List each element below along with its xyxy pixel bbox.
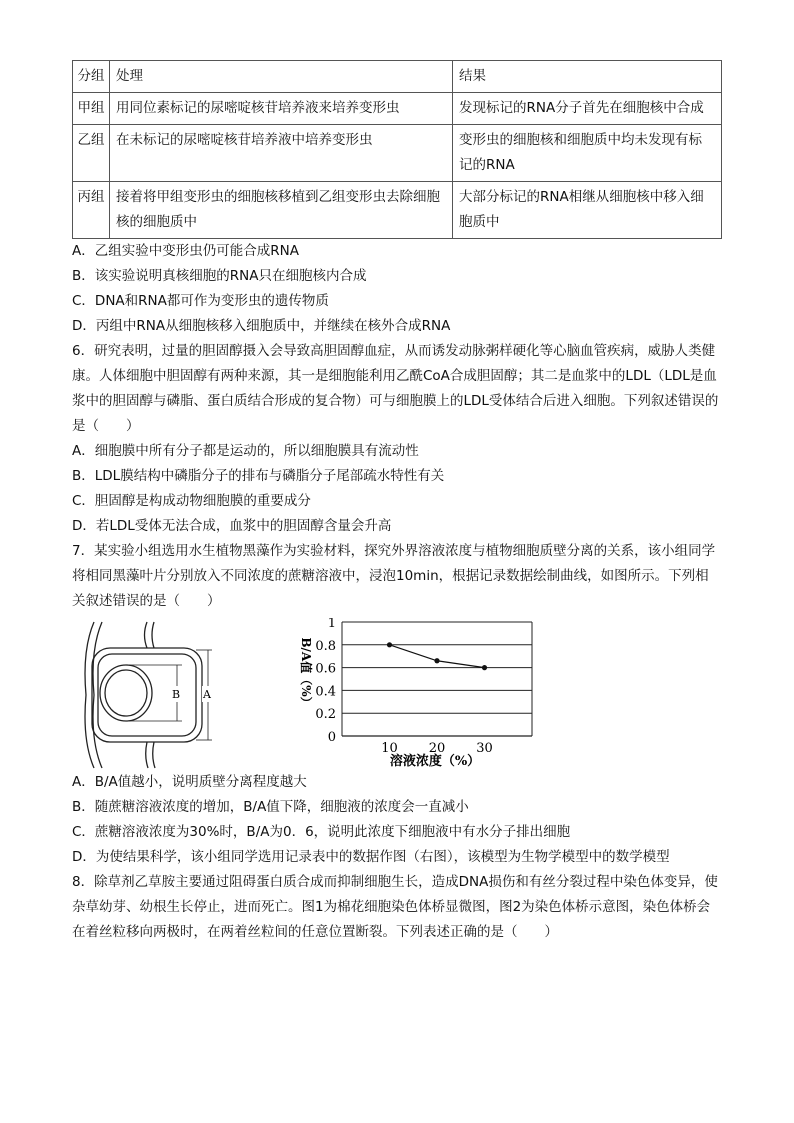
protoplast-outer bbox=[100, 665, 152, 721]
row-treatment: 用同位素标记的尿嘧啶核苷培养液来培养变形虫 bbox=[110, 93, 453, 125]
header-group: 分组 bbox=[73, 61, 110, 93]
y-tick-label: 1 bbox=[327, 618, 336, 631]
data-point bbox=[434, 658, 439, 663]
q6-option-c: C．胆固醇是构成动物细胞膜的重要成分 bbox=[72, 493, 311, 509]
q7-figures bbox=[72, 620, 722, 770]
q7-option-c: C．蔗糖溶液浓度为30%时，B/A为0．6，说明此浓度下细胞液中有水分子排出细胞 bbox=[72, 824, 571, 840]
ba-ratio-chart bbox=[282, 618, 552, 768]
row-group: 甲组 bbox=[73, 93, 110, 125]
q6-option-d: D．若LDL受体无法合成，血浆中的胆固醇含量会升高 bbox=[72, 518, 392, 534]
table-row bbox=[73, 93, 722, 125]
chart-grid bbox=[342, 622, 532, 736]
row-treatment: 在未标记的尿嘧啶核苷培养液中培养变形虫 bbox=[110, 125, 453, 182]
y-tick-label: 0 bbox=[327, 730, 336, 745]
row-result: 大部分标记的RNA相继从细胞核中移入细胞质中 bbox=[453, 182, 722, 239]
x-tick-label: 30 bbox=[476, 741, 493, 756]
row-result: 发现标记的RNA分子首先在细胞核中合成 bbox=[453, 93, 722, 125]
exam-page bbox=[72, 60, 722, 945]
y-tick-label: 0.2 bbox=[315, 707, 336, 723]
q5-option-a: A．乙组实验中变形虫仍可能合成RNA bbox=[72, 243, 299, 259]
header-treatment: 处理 bbox=[110, 61, 453, 93]
x-tick-label: 20 bbox=[428, 741, 446, 756]
q7-option-b: B．随蔗糖溶液浓度的增加，B/A值下降，细胞液的浓度会一直减小 bbox=[72, 799, 469, 815]
neighbor-cell-wall-left bbox=[85, 622, 94, 768]
table-header-row bbox=[73, 61, 722, 93]
y-tick-label: 0.4 bbox=[315, 684, 336, 700]
q5-option-d: D．丙组中RNA从细胞核移入细胞质中，并继续在核外合成RNA bbox=[72, 318, 451, 334]
q6-option-a: A．细胞膜中所有分子都是运动的，所以细胞膜具有流动性 bbox=[72, 443, 419, 459]
q5-options bbox=[72, 239, 722, 339]
q5-option-c: C．DNA和RNA都可作为变形虫的遗传物质 bbox=[72, 293, 329, 309]
table-row bbox=[73, 182, 722, 239]
question-7 bbox=[72, 539, 722, 870]
q7-option-a: A．B/A值越小，说明质壁分离程度越大 bbox=[72, 774, 307, 790]
q6-option-b: B．LDL膜结构中磷脂分子的排布与磷脂分子尾部疏水特性有关 bbox=[72, 468, 445, 484]
y-tick-label: 0.6 bbox=[315, 661, 336, 677]
row-group: 丙组 bbox=[73, 182, 110, 239]
series-line bbox=[390, 645, 485, 668]
x-axis-label: 溶液浓度（%） bbox=[389, 754, 481, 768]
y-tick-labels bbox=[315, 618, 336, 745]
row-group: 乙组 bbox=[73, 125, 110, 182]
data-point bbox=[482, 665, 487, 670]
neighbor-cell-wall-top bbox=[145, 622, 155, 648]
row-result: 变形虫的细胞核和细胞质中均未发现有标记的RNA bbox=[453, 125, 722, 182]
question-6 bbox=[72, 339, 722, 539]
q7-stem: 7．某实验小组选用水生植物黑藻作为实验材料，探究外界溶液浓度与植物细胞质壁分离的关系，该小组同学将相同黑藻叶片分别放入不同浓度的蔗糖溶液中，浸泡10min，根据记录数据绘制曲线，如图所示。下列相关叙述错误的是（ ） bbox=[72, 543, 716, 609]
label-a: A bbox=[203, 688, 211, 701]
label-b: B bbox=[172, 688, 181, 701]
q5-option-b: B．该实验说明真核细胞的RNA只在细胞核内合成 bbox=[72, 268, 367, 284]
q7-option-d: D．为使结果科学，该小组同学选用记录表中的数据作图（右图），该模型为生物学模型中的数学模型 bbox=[72, 849, 670, 865]
y-tick-label: 0.8 bbox=[315, 638, 336, 654]
q6-stem: 6．研究表明，过量的胆固醇摄入会导致高胆固醇血症，从而诱发动脉粥样硬化等心脑血管疾病，威胁人类健康。人体细胞中胆固醇有两种来源，其一是细胞能利用乙酰CoA合成胆固醇；其二是血浆中的LDL（LDL是血浆中的胆固醇与磷脂、蛋白质结合形成的复合物）可与细胞膜上的LDL受体结合后进入细胞。下列叙述错误的是（ ） bbox=[72, 343, 719, 434]
experiment-table bbox=[72, 60, 722, 239]
neighbor-cell-wall-bottom bbox=[146, 742, 155, 768]
y-axis-label: B/A值（%） bbox=[299, 637, 313, 709]
data-point bbox=[387, 642, 392, 647]
x-tick-label: 10 bbox=[381, 741, 398, 756]
protoplast-inner bbox=[105, 670, 147, 716]
q8-stem: 8．除草剂乙草胺主要通过阻碍蛋白质合成而抑制细胞生长，造成DNA损伤和有丝分裂过程中染色体变异，使杂草幼芽、幼根生长停止，进而死亡。图1为棉花细胞染色体桥显微图，图2为染色体桥示意图，染色体桥会在着丝粒移向两极时，在两着丝粒间的任意位置断裂。下列表述正确的是（ ） bbox=[72, 874, 718, 940]
header-result: 结果 bbox=[453, 61, 722, 93]
table-row bbox=[73, 125, 722, 182]
cell-diagram bbox=[72, 620, 222, 770]
row-treatment: 接着将甲组变形虫的细胞核移植到乙组变形虫去除细胞核的细胞质中 bbox=[110, 182, 453, 239]
question-8 bbox=[72, 870, 722, 945]
